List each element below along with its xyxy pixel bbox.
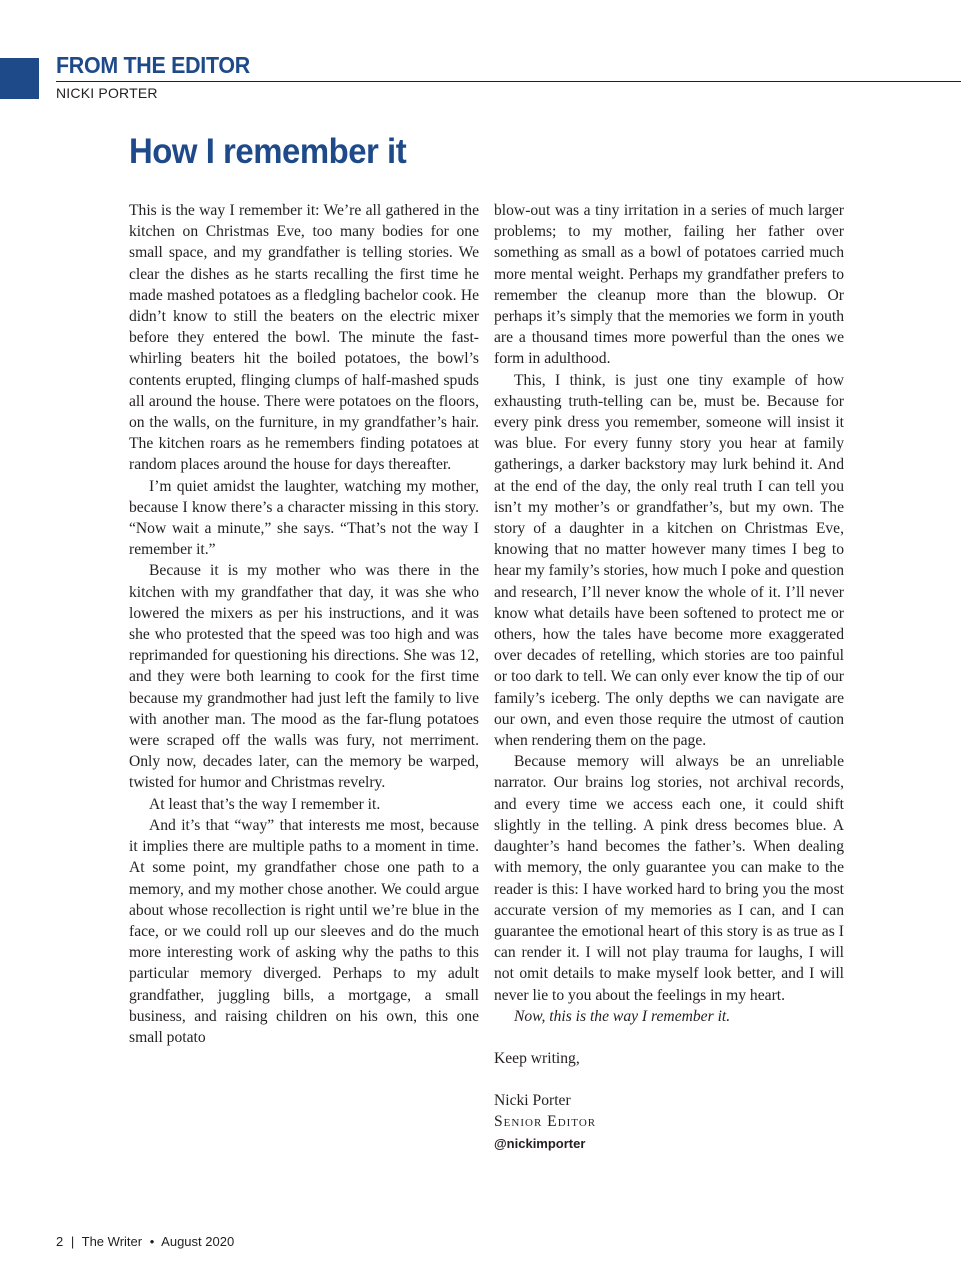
social-handle[interactable]: @nickimporter [494,1135,586,1151]
closing-line: Now, this is the way I remember it. [514,1007,731,1025]
paragraph: This is the way I remember it: We’re all gathered in the kitchen on Christmas Eve, too many bodies for one small space, and my grandfather is telling stories. We clear the dishes as he starts recalling the first time he made mashed potatoes as a fledgling bachelor cook. He didn’t know to still the beaters on the electric mixer before they entered the bowl. The minute the fast-whirling beaters hit the boiled potatoes, the bowl’s contents erupted, flinging clumps of half-mashed spuds all around the house. There were potatoes on the floors, on the walls, on the furniture, in my grandfather’s hair. The kitchen roars as he remembers finding potatoes at random places around the house for days thereafter. [129,202,479,474]
page-footer [56,1234,238,1249]
header-rule [56,81,961,82]
paragraph: I’m quiet amidst the laughter, watching my mother, because I know there’s a character missing in this story. “Now wait a minute,” she says. “That’s not the way I remember it.” [129,477,479,559]
footer-separator: | [70,1234,75,1249]
author-label: NICKI PORTER [56,85,158,101]
signature-block [494,1090,844,1153]
footer-bullet: • [149,1234,155,1249]
paragraph: This, I think, is just one tiny example of how exhausting truth-telling can be, must be. Because for every pink dress you remember, someone will insist it was blue. For every funny story you hear at family gatherings, a darker backstory may lurk behind it. And at the end of the day, the only real truth I can tell you isn’t my mother’s or grandfather’s, but my own. The story of a daughter in a kitchen on Christmas Eve, knowing that no matter however many times I beg to hear my family’s stories, how much I poke and question and research, I’ll never know the whole of it. I’ll never know what details have been softened to protect me or others, how the tales have become more exaggerated over decades of retelling, which stories are too painful or too dark to tell. We can only ever know the tip of our family’s iceberg. The only depths we can navigate are our own, and even those require the utmost of caution when rendering them on the page. [494,371,844,750]
page-number: 2 [56,1234,64,1249]
article-title: How I remember it [129,132,407,171]
closing-salutation: Keep writing, [494,1049,580,1067]
section-label: FROM THE EDITOR [56,52,250,78]
paragraph: At least that’s the way I remember it. [149,795,381,813]
signature-name: Nicki Porter [494,1092,571,1110]
paragraph: Because it is my mother who was there in the kitchen with my grandfather that day, it was she who lowered the mixers as per his instructions, and it was she who protested that the speed was too high and was reprimanded for questioning his directions. She was 12, and they were both learning to cook for the first time because my grandmother had just left the family to live with another man. The mood as the far-flung potatoes were scraped off the walls was fury, not merriment. Only now, decades later, can the memory be warped, twisted for humor and Christmas revelry. [129,562,479,792]
paragraph: blow-out was a tiny irritation in a series of much larger problems; to my mother, failing her father over something as small as a bowl of potatoes carried much more mental weight. Perhaps my grandfather prefers to remember the cleanup more than the blowup. Or perhaps it’s simply that the memories we form in youth are a thousand times more powerful than the ones we form in adulthood. [494,202,844,368]
publication-name: The Writer [81,1234,143,1249]
paragraph: Because memory will always be an unreliable narrator. Our brains log stories, not archival records, and every time we access each one, it could shift slightly in the telling. A pink dress becomes blue. A daughter’s hand becomes the father’s. When dealing with memory, the only guarantee you can make to the reader is this: I have worked hard to bring you the most accurate version of my memories as I can, and I can guarantee the emotional heart of this story is as true as I can render it. I will not play trauma for laughs, I will not omit details to make myself look better, and I will never lie to you about the feelings in my heart. [494,753,844,1004]
article-column-right [494,200,844,1154]
section-color-block [0,58,39,99]
paragraph: And it’s that “way” that interests me most, because it implies there are multiple paths to a moment in time. At some point, my grandfather chose one path to a memory, and my mother chose another. We could argue about whose recollection is right until we’re blue in the face, or we could roll up our sleeves and do the much more interesting work of asking why the paths to this particular memory diverged. Perhaps to my adult grandfather, juggling bills, a mortgage, a small business, and raising children on his own, this one small potato [129,816,479,1046]
signature-title: Senior Editor [494,1113,597,1131]
article-column-left [129,200,479,1048]
issue-date: August 2020 [161,1234,235,1249]
